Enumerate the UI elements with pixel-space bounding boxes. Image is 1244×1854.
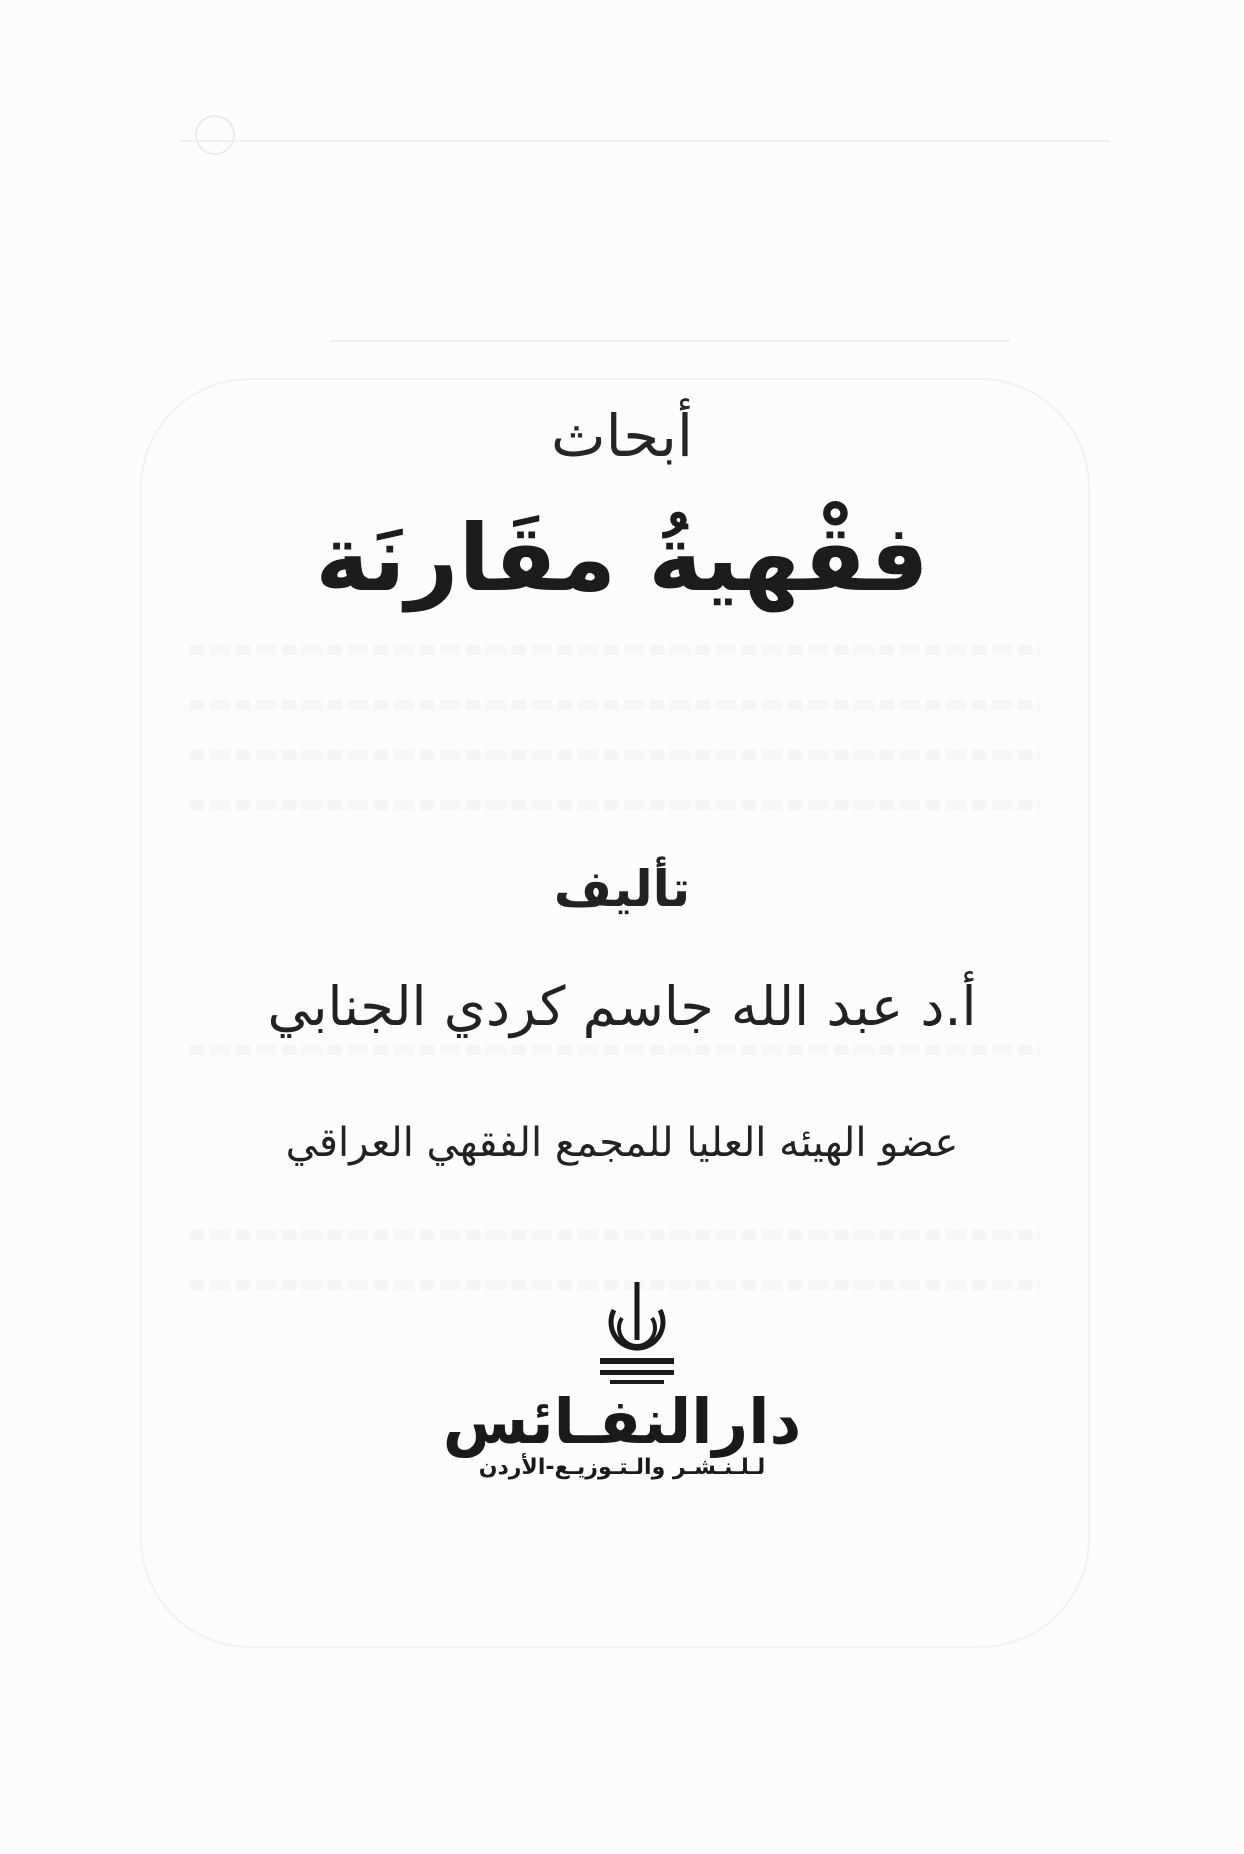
book-title: فقْهيةُ مقَارنَة <box>315 505 929 612</box>
publisher-name: دارالنفـائس <box>442 1385 802 1458</box>
author-name: أ.د عبد الله جاسم كردي الجنابي <box>267 975 977 1038</box>
title-line-1: أبحاث <box>551 402 693 470</box>
publisher-emblem-icon <box>592 1280 682 1390</box>
bleed-through-rule <box>180 140 1110 142</box>
publisher-subtitle: لـلـنـشـر والـتـوزيـع-الأردن <box>478 1455 766 1480</box>
bleed-through-rule <box>330 340 1010 342</box>
author-affiliation: عضو الهيئه العليا للمجمع الفقهي العراقي <box>285 1120 959 1166</box>
bleed-through-mark <box>195 115 235 155</box>
authored-by-label: تأليف <box>553 860 691 918</box>
